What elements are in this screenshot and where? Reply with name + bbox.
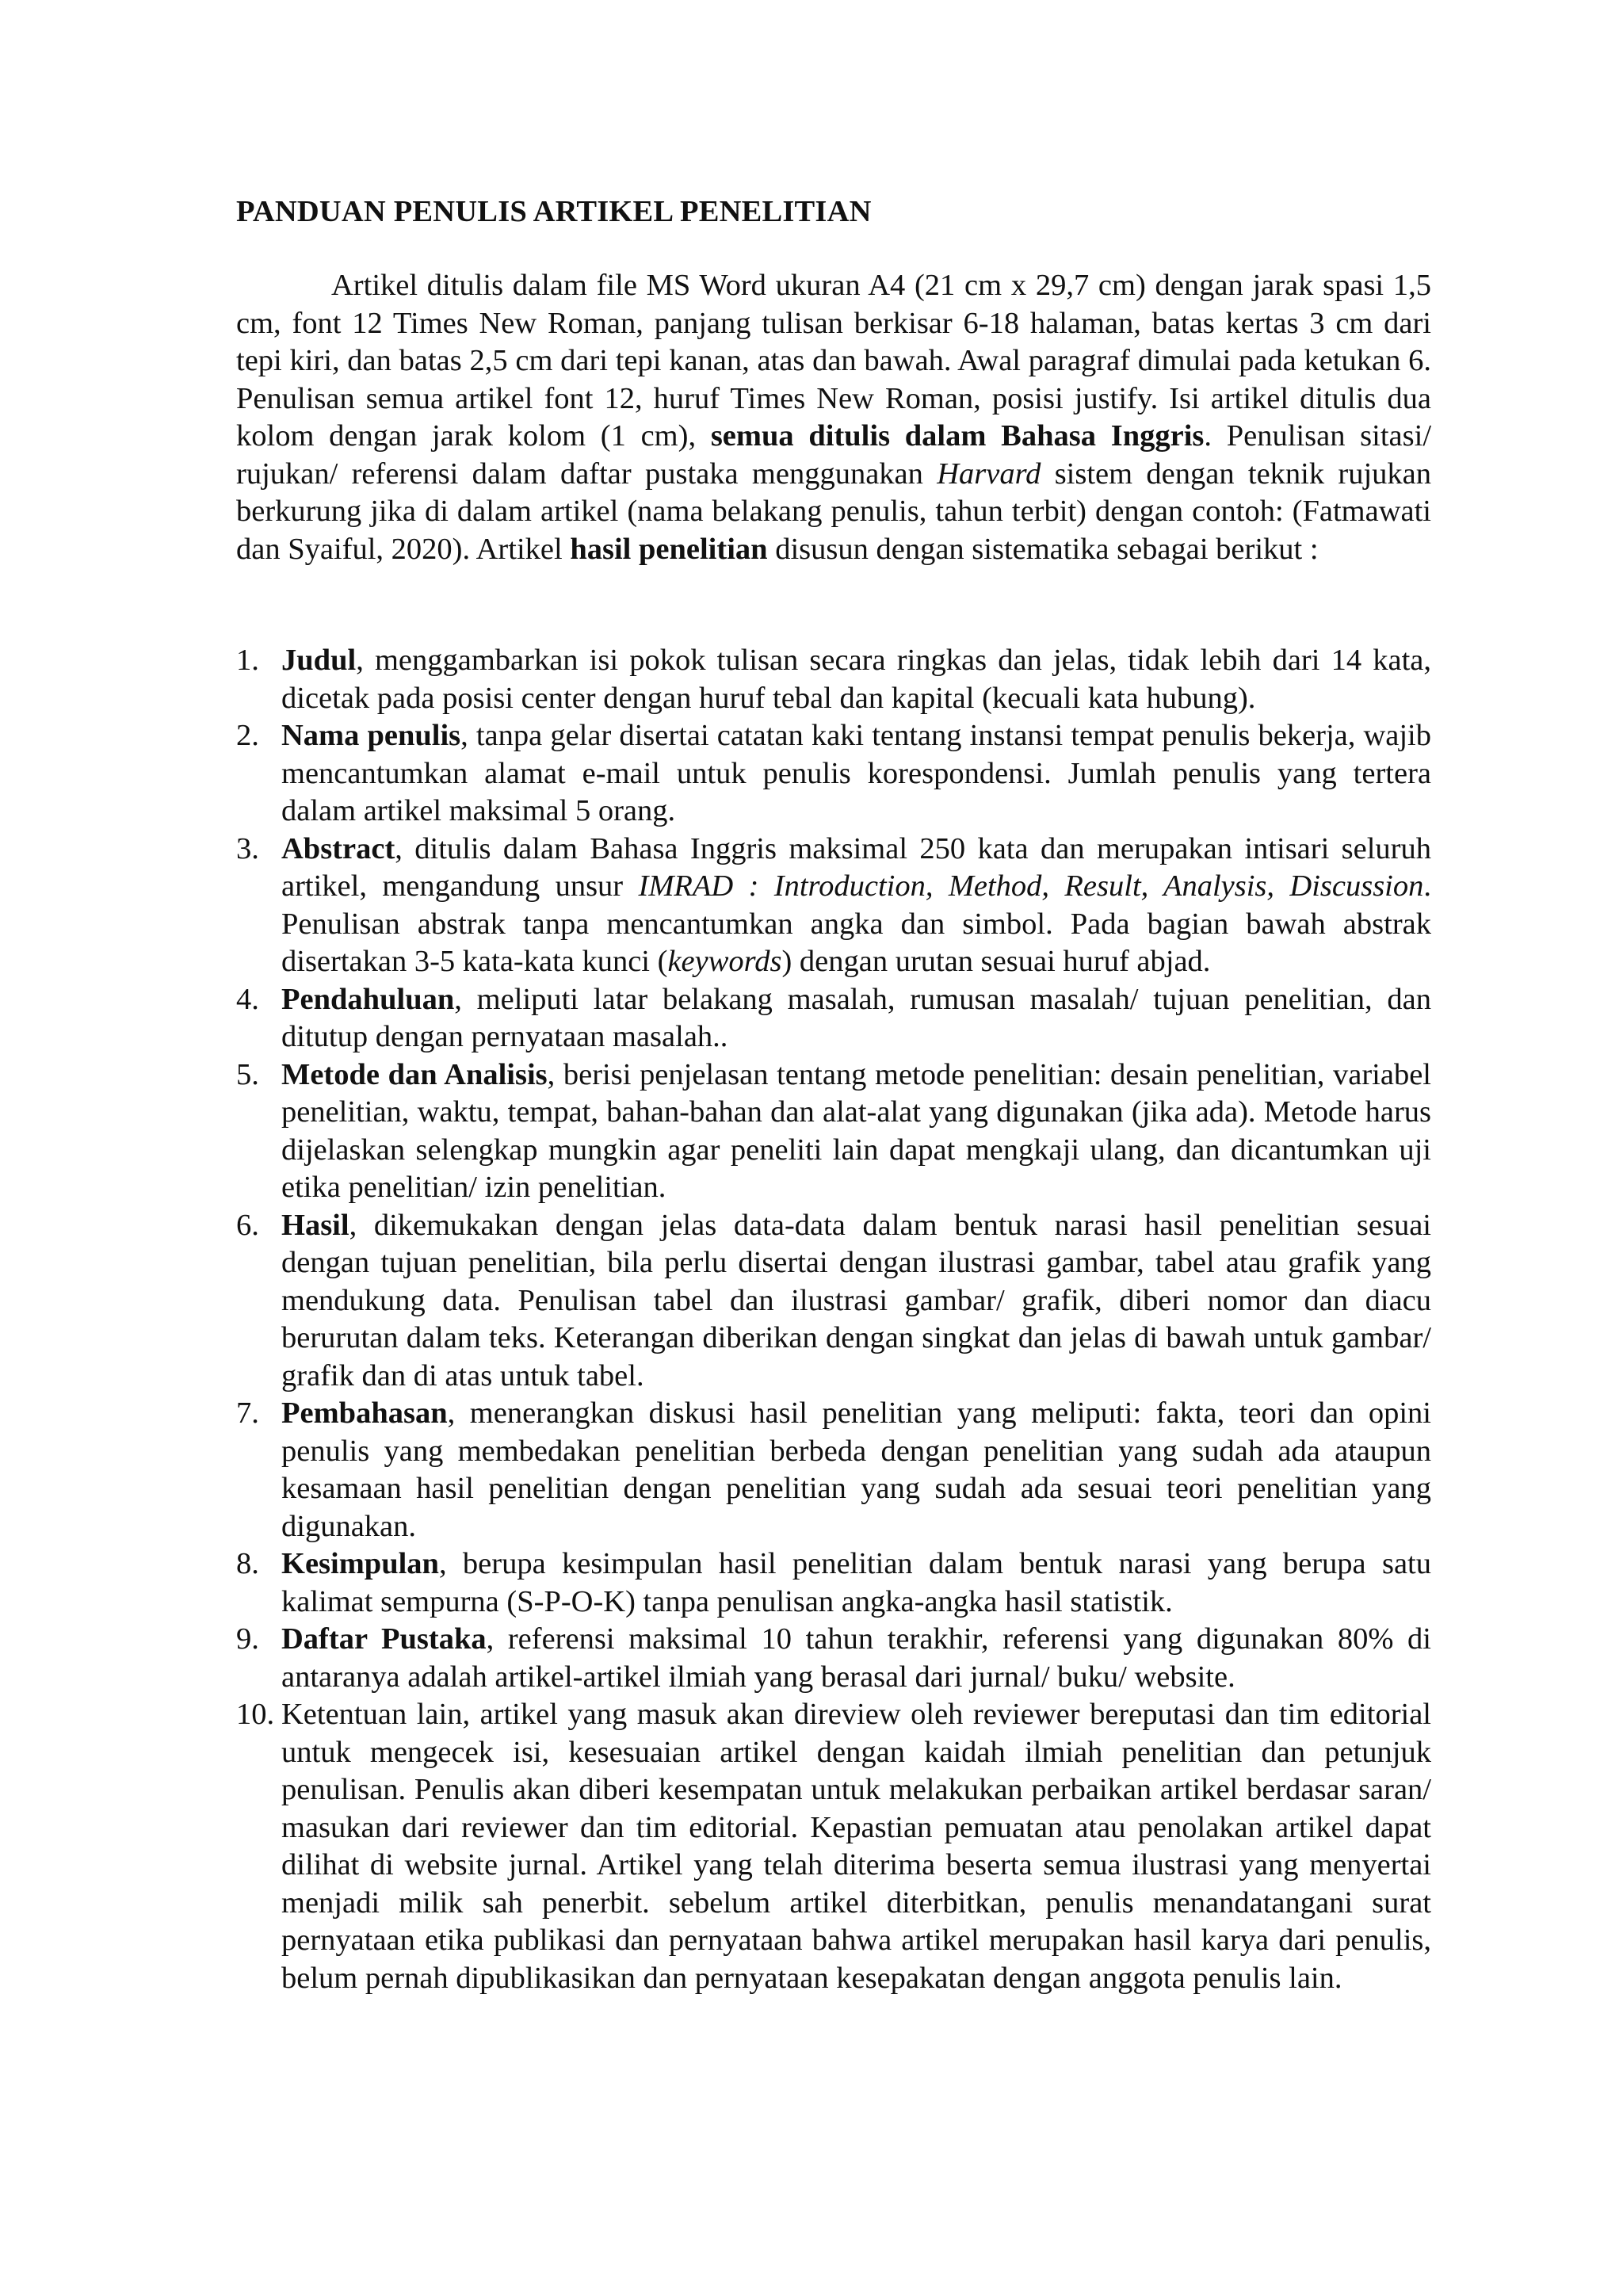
list-item-term: Kesimpulan	[281, 1547, 439, 1580]
list-item-pendahuluan	[236, 981, 1431, 1056]
list-item-term: Pendahuluan	[281, 982, 455, 1016]
list-item-text: , tanpa gelar disertai catatan kaki tentang instansi tempat penulis bekerja, wajib mencantumkan alamat e-mail untuk penulis korespondensi. Jumlah penulis yang tertera dalam artikel maksimal 5 orang.	[281, 719, 1431, 827]
list-item-term: Abstract	[281, 831, 395, 865]
list-item-judul	[236, 642, 1431, 717]
list-item-number: 2.	[236, 719, 259, 752]
list-item-term: Metode dan Analisis	[281, 1057, 548, 1091]
list-item-hasil	[236, 1207, 1431, 1396]
list-item-text: , menggambarkan isi pokok tulisan secara ringkas dan jelas, tidak lebih dari 14 kata, dicetak pada posisi center dengan huruf tebal dan kapital (kecuali kata hubung).	[281, 644, 1431, 715]
list-item-text: , ditulis dalam Bahasa Inggris maksimal 250 kata dan merupakan intisari seluruh artikel, mengandung unsur	[281, 831, 1431, 903]
intro-text-4: disusun dengan sistematika sebagai berikut :	[775, 532, 1319, 566]
intro-text-1: Artikel ditulis dalam file MS Word ukuran A4 (21 cm x 29,7 cm) dengan jarak spasi 1,5 cm, font 12 Times New Roman, panjang tulisan berkisar 6-18 halaman, batas kertas 3 cm dari tepi kiri, dan batas 2,5 cm dari tepi kanan, atas dan bawah. Awal paragraf dimulai pada ketukan 6. Penulisan semua artikel font 12, huruf Times New Roman, posisi justify. Isi artikel ditulis dua kolom dengan jarak kolom (1 cm),	[236, 269, 1431, 453]
list-item-term: Hasil	[281, 1208, 349, 1242]
requirements-list	[236, 642, 1431, 1997]
list-item-body	[281, 1396, 1431, 1543]
list-item-number: 4.	[236, 982, 259, 1016]
intro-paragraph	[236, 267, 1431, 568]
list-item-text: , menerangkan diskusi hasil penelitian yang meliputi: fakta, teori dan opini penulis yang membedakan penelitian berbeda dengan penelitian yang sudah ada ataupun kesamaan hasil penelitian dengan penelitian yang sudah ada sesuai teori penelitian yang digunakan.	[281, 1396, 1431, 1543]
list-item-body	[281, 1547, 1431, 1618]
list-item-text: , berisi penjelasan tentang metode penelitian: desain penelitian, variabel penelitian, waktu, tempat, bahan-bahan dan alat-alat yang digunakan (jika ada). Metode harus dijelaskan selengkap mungkin agar peneliti lain dapat mengkaji ulang, dan dicantumkan uji etika penelitian/ izin penelitian.	[281, 1057, 1431, 1204]
list-item-text: Ketentuan lain, artikel yang masuk akan direview oleh reviewer bereputasi dan tim editorial untuk mengecek isi, kesesuaian artikel dengan kaidah ilmiah penelitian dan petunjuk penulisan. Penulis akan diberi kesempatan untuk melakukan perbaikan artikel berdasar saran/ masukan dari reviewer dan tim editorial. Kepastian pemuatan atau penolakan artikel dapat dilihat di website jurnal. Artikel yang telah diterima beserta semua ilustrasi yang menyertai menjadi milik sah penerbit. sebelum artikel diterbitkan, penulis menandatangani surat pernyataan etika publikasi dan pernyataan bahwa artikel merupakan hasil karya dari penulis, belum pernah dipublikasikan dan pernyataan kesepakatan dengan anggota penulis lain.	[281, 1698, 1431, 1995]
intro-italic-1: Harvard	[937, 457, 1041, 491]
list-item-metode	[236, 1056, 1431, 1207]
list-item-number: 8.	[236, 1547, 259, 1580]
list-item-text: ) dengan urutan sesuai huruf abjad.	[781, 945, 1211, 978]
list-item-abstract	[236, 831, 1431, 981]
intro-bold-1: semua ditulis dalam Bahasa Inggris	[710, 419, 1205, 453]
list-item-body	[281, 832, 1431, 979]
list-item-number: 9.	[236, 1622, 259, 1656]
list-item-body	[281, 983, 1431, 1054]
list-item-nama-penulis	[236, 717, 1431, 831]
list-item-body	[281, 1209, 1431, 1392]
list-item-term: Nama penulis	[281, 719, 461, 752]
list-item-daftar-pustaka	[236, 1621, 1431, 1696]
list-item-text: . Penulisan abstrak tanpa mencantumkan angka dan simbol. Pada bagian bawah abstrak disertakan 3-5 kata-kata kunci (	[281, 869, 1432, 978]
list-item-number: 5.	[236, 1057, 259, 1091]
list-item-number: 1.	[236, 644, 259, 677]
document-title: PANDUAN PENULIS ARTIKEL PENELITIAN	[236, 195, 872, 228]
list-item-body	[281, 719, 1431, 827]
list-item-italic: keywords	[667, 945, 782, 978]
list-item-body	[281, 1622, 1431, 1694]
list-item-ketentuan-lain	[236, 1696, 1431, 1997]
intro-bold-2: hasil penelitian	[570, 532, 768, 566]
list-item-italic: IMRAD : Introduction, Method, Result, Analysis, Discussion	[638, 869, 1424, 903]
intro-text-3: sistem dengan teknik rujukan berkurung jika di dalam artikel (nama belakang penulis, tahun terbit) dengan contoh: (Fatmawati dan Syaiful, 2020). Artikel	[236, 457, 1432, 566]
list-item-text: , berupa kesimpulan hasil penelitian dalam bentuk narasi yang berupa satu kalimat sempurna (S-P-O-K) tanpa penulisan angka-angka hasil statistik.	[281, 1547, 1431, 1618]
list-item-number: 3.	[236, 831, 259, 865]
list-item-number: 7.	[236, 1396, 259, 1430]
list-item-term: Daftar Pustaka	[281, 1622, 487, 1656]
list-item-term: Judul	[281, 644, 357, 677]
list-item-text: , dikemukakan dengan jelas data-data dalam bentuk narasi hasil penelitian sesuai dengan tujuan penelitian, bila perlu disertai dengan ilustrasi gambar, tabel atau grafik yang mendukung data. Penulisan tabel dan ilustrasi gambar/ grafik, diberi nomor dan diacu berurutan dalam teks. Keterangan diberikan dengan singkat dan jelas di bawah untuk gambar/ grafik dan di atas untuk tabel.	[281, 1208, 1431, 1392]
list-item-number: 10.	[236, 1698, 275, 1731]
list-item-kesimpulan	[236, 1545, 1431, 1621]
list-item-pembahasan	[236, 1395, 1431, 1545]
list-item-text: , referensi maksimal 10 tahun terakhir, referensi yang digunakan 80% di antaranya adalah artikel-artikel ilmiah yang berasal dari jurnal/ buku/ website.	[281, 1622, 1431, 1694]
list-item-term: Pembahasan	[281, 1396, 448, 1430]
list-item-text: , meliputi latar belakang masalah, rumusan masalah/ tujuan penelitian, dan ditutup dengan pernyataan masalah..	[281, 982, 1431, 1053]
intro-text-2: . Penulisan sitasi/ rujukan/ referensi dalam daftar pustaka menggunakan	[236, 419, 1432, 491]
list-item-body	[281, 1058, 1431, 1205]
list-item-body	[281, 1698, 1431, 1995]
list-item-body	[281, 644, 1431, 715]
list-item-number: 6.	[236, 1208, 259, 1242]
